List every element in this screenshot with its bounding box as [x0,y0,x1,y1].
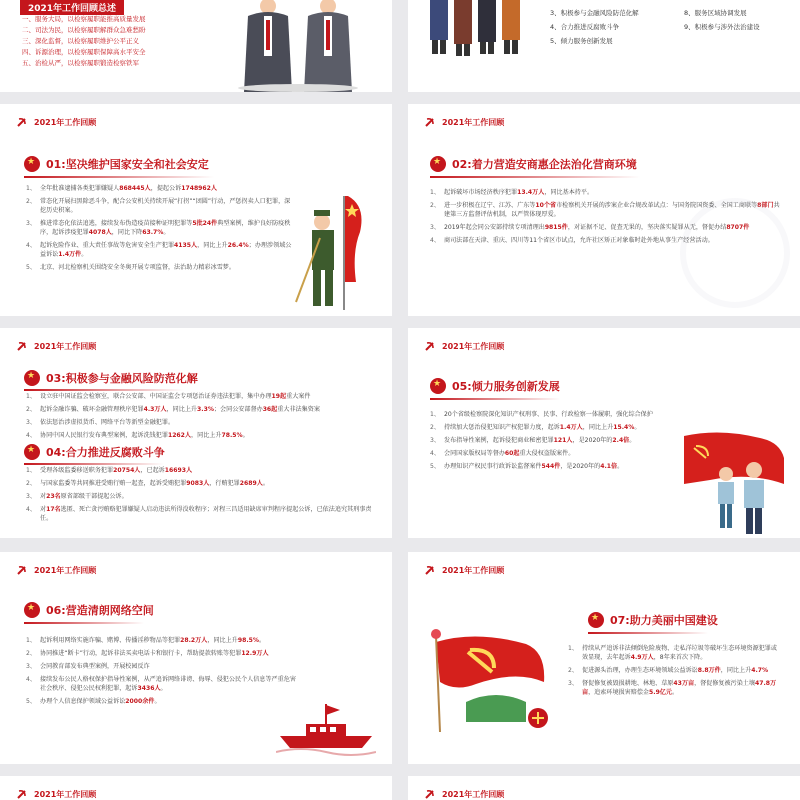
item-text [40,405,376,414]
toc-col1 [550,6,639,48]
text-segment: 。 [262,480,269,487]
text-segment: 全年批准逮捕各类犯罪嫌疑人 [39,185,120,192]
item-number: 2、 [26,480,36,487]
text-segment: ，同比上升 [207,637,238,644]
text-segment: ，同比基本持平。 [544,189,594,196]
text-segment: 常态化开展扫黑除恶斗争，配合公安机关持续开展“打拐”“团圆”行动，严惩拐卖人口犯罪，深挖历史积案。 [39,198,291,214]
item-text [444,449,685,458]
highlight-figure: 4.3万人 [143,406,167,413]
list-item [430,436,685,445]
highlight-figure: 2000余件 [125,698,155,705]
text-segment: ，提起公诉 [150,185,182,192]
star-badge-icon [430,378,446,394]
highlight-figure: 8707件 [726,224,750,231]
star-badge-icon [430,156,446,172]
summary-item: 三、深化监督，以检察履职维护公平正义 [22,37,139,45]
section-title-04 [24,444,165,460]
slide-header-label: 2021年工作回顾 [442,341,505,351]
summary-item: 四、诉源治理，以检察履职保障高水平安全 [22,48,146,56]
item-text [40,241,296,259]
list-item [26,466,376,475]
text-segment: 持续从严追诉非法倾倒危险废物、走私洋垃圾等破坏生态环境资源犯罪或效显现，去年起诉 [581,645,777,661]
item-list-06 [26,636,296,710]
text-segment: 典型案例，维护良好防疫秩序，起诉涉疫犯罪 [39,220,291,236]
item-text [444,410,685,419]
list-item [26,505,376,523]
highlight-figure: 1.4万人 [559,424,583,431]
text-segment: 接续发布公民人格权保护指导性案例，从严追诉网络诽谤、侮辱、侵犯公民个人信息等严重危害社会秩序、侵犯公民权利犯罪，起诉 [39,676,296,692]
summary-item: 一、服务大局，以检察履职能推高质量发展 [22,15,146,23]
text-segment: ，是2020年的 [572,437,613,444]
summary-item: 二、司法为民，以检察履职解群众急难愁盼 [22,26,146,34]
title-underline [430,176,640,178]
list-item [26,184,296,193]
text-segment: 与国家监委等共同推进受贿行贿一起查，起诉受贿犯罪 [39,480,187,487]
item-text [40,184,296,193]
text-segment: 发布指导性案例，起诉侵犯商业秘密犯罪 [443,437,554,444]
slide-01 [0,104,392,316]
text-segment: 办理知识产权民事行政诉讼监督案件 [443,463,542,470]
red-boat-illustration [276,702,376,758]
highlight-figure: 98.5% [237,637,259,644]
party-emblem-icon [16,788,28,800]
highlight-figure: 4.9万人 [630,654,654,661]
item-number: 1、 [26,467,36,474]
slide-header [424,788,504,800]
title-underline [430,398,560,400]
text-segment: 会同教育部发布典型案例，开展校园反诈 [39,663,150,670]
text-segment: 。 [259,637,266,644]
list-item [26,675,296,693]
list-item [26,662,296,671]
text-segment: 对 [39,493,47,500]
slide-header-label: 2021年工作回顾 [34,341,97,351]
title-underline [24,389,184,391]
slide-header-label: 2021年工作回顾 [442,117,505,127]
text-segment: 。 [617,463,624,470]
list-item [26,405,376,414]
text-segment: 重大非法集资案 [277,406,320,413]
highlight-figure: 19起 [271,393,287,400]
item-number: 2、 [568,667,578,674]
item-text [40,697,296,706]
highlight-figure: 4078人 [88,229,112,236]
highlight-figure: 1262人 [167,432,192,439]
text-segment: 对 [39,506,47,513]
star-badge-icon [24,156,40,172]
slide-header [16,340,96,352]
list-item [26,649,296,658]
list-item [430,449,685,458]
text-segment: ，是2020年的 [560,463,601,470]
slide-header-label: 2021年工作回顾 [442,565,505,575]
list-item [26,241,296,259]
highlight-figure: 10个省 [535,202,557,209]
text-segment: 20个省级检察院深化知识产权刑事、民事、行政检察一体履职，强化综合保护 [443,411,653,418]
highlight-figure: 3.3% [197,406,214,413]
text-segment: 进一步积极在辽宁、江苏、广东等 [443,202,536,209]
title-underline [24,622,144,624]
text-segment: 起诉金融诈骗、破坏金融管理秩序犯罪 [39,406,144,413]
slide-02 [408,104,800,316]
text-segment: ；会同公安部督办 [213,406,263,413]
section-title-text: 01:坚决维护国家安全和社会安定 [46,158,209,171]
party-emblem-icon [424,116,436,128]
item-number: 1、 [430,411,440,418]
slide-06 [0,552,392,764]
text-segment: ；办理涉领域公益诉讼 [39,242,292,258]
item-number: 2、 [430,424,440,431]
item-number: 2、 [26,650,36,657]
highlight-figure: 544件 [541,463,561,470]
list-item [568,644,780,662]
item-text [40,662,296,671]
item-text [40,505,376,523]
item-text [40,492,376,501]
highlight-figure: 9815件 [544,224,568,231]
officials-illustration [228,0,378,92]
list-item [430,410,685,419]
section-title-06 [24,602,154,618]
item-text [444,436,685,445]
text-segment: 依法惩治涉虚拟货币、网络平台等新型金融犯罪。 [39,419,175,426]
item-text [40,263,296,272]
text-segment: 。 [634,424,641,431]
text-segment: ，行贿犯罪 [209,480,240,487]
item-text [444,462,685,471]
list-item [568,666,780,675]
highlight-figure: 2689人 [239,480,263,487]
item-number: 4、 [26,676,36,683]
party-emblem-icon [16,340,28,352]
highlight-figure: 8.8万件 [697,667,721,674]
list-item [26,418,376,427]
item-number: 5、 [430,463,440,470]
item-number: 4、 [26,506,36,513]
highlight-figure: 15.4% [613,424,635,431]
list-item [568,679,780,697]
slide-contents [408,0,800,92]
toc-item: 8、服务区域协调发展 [684,9,747,17]
item-number: 1、 [430,189,440,196]
list-item [26,219,296,237]
slide-header [424,340,504,352]
text-segment: ，同比下降 [111,229,143,236]
summary-list [22,14,146,69]
section-title-03 [24,370,198,386]
item-list-05 [430,410,685,475]
text-segment: 督促修复被毁损耕地、林地、草原 [581,680,674,687]
highlight-figure: 63.7% [142,229,164,236]
highlight-figure: 43万亩 [673,680,695,687]
text-segment: ，8年来首次下降。 [653,654,707,661]
text-segment: 。 [160,685,167,692]
text-segment: 。 [81,251,88,258]
highlight-figure: 8部门 [757,202,774,209]
item-number: 4、 [26,432,36,439]
section-title-02 [430,156,637,172]
item-number: 1、 [26,637,36,644]
section-title-text: 06:营造清朗网络空间 [46,604,154,617]
highlight-figure: 5批24件 [192,220,218,227]
star-badge-icon [24,370,40,386]
item-text [40,392,376,401]
list-item [26,697,296,706]
text-segment: 共建第三方监督评估机制，以严管体现厚爱。 [443,202,780,218]
party-flag-illustration [426,622,556,742]
slide-header [16,116,96,128]
section-title-text: 04:合力推进反腐败斗争 [46,446,165,459]
highlight-figure: 28.2万人 [180,637,208,644]
star-badge-icon [24,444,40,460]
slide-03-04 [0,328,392,538]
text-segment: 协同推进“断卡”行动，起诉非法买卖电话卡和银行卡，帮助提款转账等犯罪 [39,650,242,657]
list-item [430,188,780,197]
item-number: 2、 [430,202,440,209]
highlight-figure: 20754人 [113,467,141,474]
people-illustration [424,0,534,60]
summary-item: 五、治检从严，以检察履职锻造检察铁军 [22,59,139,67]
text-segment: 协同中国人民银行发布典型案例，起诉洗钱犯罪 [39,432,168,439]
text-segment: 。 [672,689,679,696]
highlight-figure: 17名 [46,506,61,513]
text-segment: 会同国家版权局等督办 [443,450,505,457]
item-number: 3、 [26,493,36,500]
party-emblem-icon [424,788,436,800]
item-text [40,649,296,658]
text-segment: 。 [154,698,161,705]
list-item [26,636,296,645]
slide-05 [408,328,800,538]
watermark [680,198,790,308]
item-text [40,636,296,645]
highlight-figure: 78.5% [221,432,243,439]
item-number: 1、 [26,393,36,400]
item-number: 5、 [26,698,36,705]
item-text [582,679,780,697]
slide-header [16,564,96,576]
section-title-text: 02:着力营造安商惠企法治化营商环境 [452,158,637,171]
title-underline [24,176,214,178]
highlight-figure: 26.4% [227,242,249,249]
list-item [26,431,376,440]
slide-header-label: 2021年工作回顾 [34,789,97,799]
party-emblem-icon [424,340,436,352]
section-title-text: 03:积极参与金融风险防范化解 [46,372,198,385]
highlight-figure: 868445人 [119,185,151,192]
item-text [582,644,780,662]
highlight-figure: 4135人 [174,242,198,249]
highlight-figure: 23名 [46,493,61,500]
slide-header [424,116,504,128]
text-segment: 重大案件 [286,393,311,400]
highlight-figure: 2.4倍 [612,437,630,444]
flag-children-illustration [680,428,790,538]
text-segment: 重大侵权盗版案件。 [519,450,575,457]
list-item [430,462,685,471]
text-segment: 市检察机关开展的涉案企业合规改革试点：与国务院国资委、全国工商联等 [556,202,758,209]
text-segment: 原省部级干部提起公诉。 [60,493,128,500]
item-number: 2、 [26,406,36,413]
text-segment: ，同比上升 [720,667,752,674]
toc-item: 3、积极参与金融风险防范化解 [550,9,639,17]
highlight-figure: 13.4万人 [517,189,545,196]
slide-header [424,564,504,576]
highlight-figure: 5.9亿元 [649,689,672,696]
text-segment: ，同比上升 [166,406,198,413]
text-segment: 起诉利用网络实施诈骗、赌博、传播淫秽物品等犯罪 [39,637,181,644]
item-list-07 [568,644,780,701]
item-text [40,197,296,215]
list-item [26,492,376,501]
item-text [40,479,376,488]
text-segment: 受理各级监委移送职务犯罪 [39,467,114,474]
item-text [40,431,376,440]
flag-guard-illustration [286,192,376,316]
title-underline [24,463,164,465]
highlight-figure: 16693人 [164,467,193,474]
highlight-figure: 1.4万件 [58,251,82,258]
highlight-figure: 47.8万亩 [581,680,777,696]
text-segment: 起诉危险作业、重大责任事故等危害安全生产犯罪 [39,242,175,249]
section-title-01 [24,156,209,172]
text-segment: 推进常态化依法追逃，接续发布伪造疫苗接种证明犯罪等 [39,220,193,227]
text-segment: 起诉破坏市场经济秩序犯罪 [443,189,518,196]
highlight-figure: 12.9万人 [241,650,269,657]
text-segment: 。 [163,229,170,236]
item-number: 3、 [26,220,36,227]
item-text [40,675,296,693]
text-segment: ，同比上升 [197,242,228,249]
highlight-figure: 60起 [504,450,520,457]
toc-item: 4、合力推进反腐败斗争 [550,23,620,31]
text-segment: 北京、河北检察机关围绕安全冬奥开展专项监督，法治助力精彩冰雪梦。 [39,264,235,271]
highlight-figure: 4.7% [751,667,769,674]
item-text [40,219,296,237]
item-list-03 [26,392,376,444]
item-number: 3、 [430,224,440,231]
section-title-text: 05:倾力服务创新发展 [452,380,560,393]
party-emblem-icon [16,564,28,576]
highlight-figure: 121人 [553,437,573,444]
party-emblem-icon [16,116,28,128]
text-segment: 设立驻中国证监会检察室，联合公安部、中国证监会专项惩治证券违法犯罪，集中办理 [39,393,272,400]
toc-item: 9、积极参与涉外法治建设 [684,23,760,31]
slide-header-label: 2021年工作回顾 [442,789,505,799]
item-text [444,423,685,432]
slide-bottom-right [408,776,800,800]
text-segment: 促进源头治理，办理生态环境领域公益诉讼 [581,667,698,674]
star-badge-icon [588,612,604,628]
slide-07 [408,552,800,764]
item-number: 3、 [568,680,578,687]
highlight-figure: 1748962人 [181,185,217,192]
text-segment: ，同比上升 [191,432,222,439]
summary-title: 2021年工作回顾总述 [20,0,124,15]
list-item [26,197,296,215]
text-segment: 办理个人信息保护领域公益诉讼 [39,698,126,705]
list-item [26,263,296,272]
party-emblem-icon [424,564,436,576]
section-title-text: 07:助力美丽中国建设 [610,614,718,627]
item-number: 1、 [26,185,36,192]
text-segment: 。 [242,432,249,439]
slide-bottom-left [0,776,392,800]
title-underline [588,632,708,634]
item-number: 3、 [430,437,440,444]
star-badge-icon [24,602,40,618]
text-segment: ，追索环境损害赔偿金 [588,689,650,696]
item-number: 2、 [26,198,36,205]
section-title-07 [588,612,718,628]
text-segment: ，已起诉 [140,467,165,474]
item-list-01 [26,184,296,276]
item-list-04 [26,466,376,527]
item-number: 4、 [430,450,440,457]
text-segment: ，同比上升 [582,424,614,431]
text-segment: 持续加大惩治侵犯知识产权犯罪力度，起诉 [443,424,560,431]
item-text [582,666,780,675]
list-item [26,392,376,401]
text-segment: ，督促修复被污染土壤 [694,680,755,687]
item-number: 1、 [568,645,578,652]
item-number: 3、 [26,419,36,426]
slide-header [16,788,96,800]
slide-header-label: 2021年工作回顾 [34,117,97,127]
text-segment: 。 [629,437,636,444]
slide-summary [0,0,392,92]
item-text [40,466,376,475]
highlight-figure: 36起 [262,406,278,413]
section-title-05 [430,378,560,394]
item-text [40,418,376,427]
list-item [430,423,685,432]
highlight-figure: 9083人 [186,480,210,487]
toc-item: 5、倾力服务创新发展 [550,37,613,45]
slide-header-label: 2021年工作回顾 [34,565,97,575]
highlight-figure: 3436人 [137,685,161,692]
text-segment: ，对证据不足、促查无果的，坚决落实疑罪从无，督促办结 [567,224,727,231]
item-text [444,188,780,197]
list-item [26,479,376,488]
highlight-figure: 4.1倍 [600,463,618,470]
toc-col2 [684,6,760,34]
item-number: 3、 [26,663,36,670]
text-segment: 2019年起会同公安部持续专项清理出 [443,224,545,231]
item-number: 4、 [430,237,440,244]
item-number: 5、 [26,264,36,271]
text-segment: 商司法部在天津、重庆、四川等11个省区市试点，允许社区矫正对象临时赴外地从事生产经营活动。 [443,237,714,244]
text-segment: 逃匿、死亡贪污贿赂犯罪嫌疑人启动违法所得没收程序；对程三昌适用缺席审判程序提起公诉，已依法追究其刑事责任。 [39,506,372,522]
item-number: 4、 [26,242,36,249]
